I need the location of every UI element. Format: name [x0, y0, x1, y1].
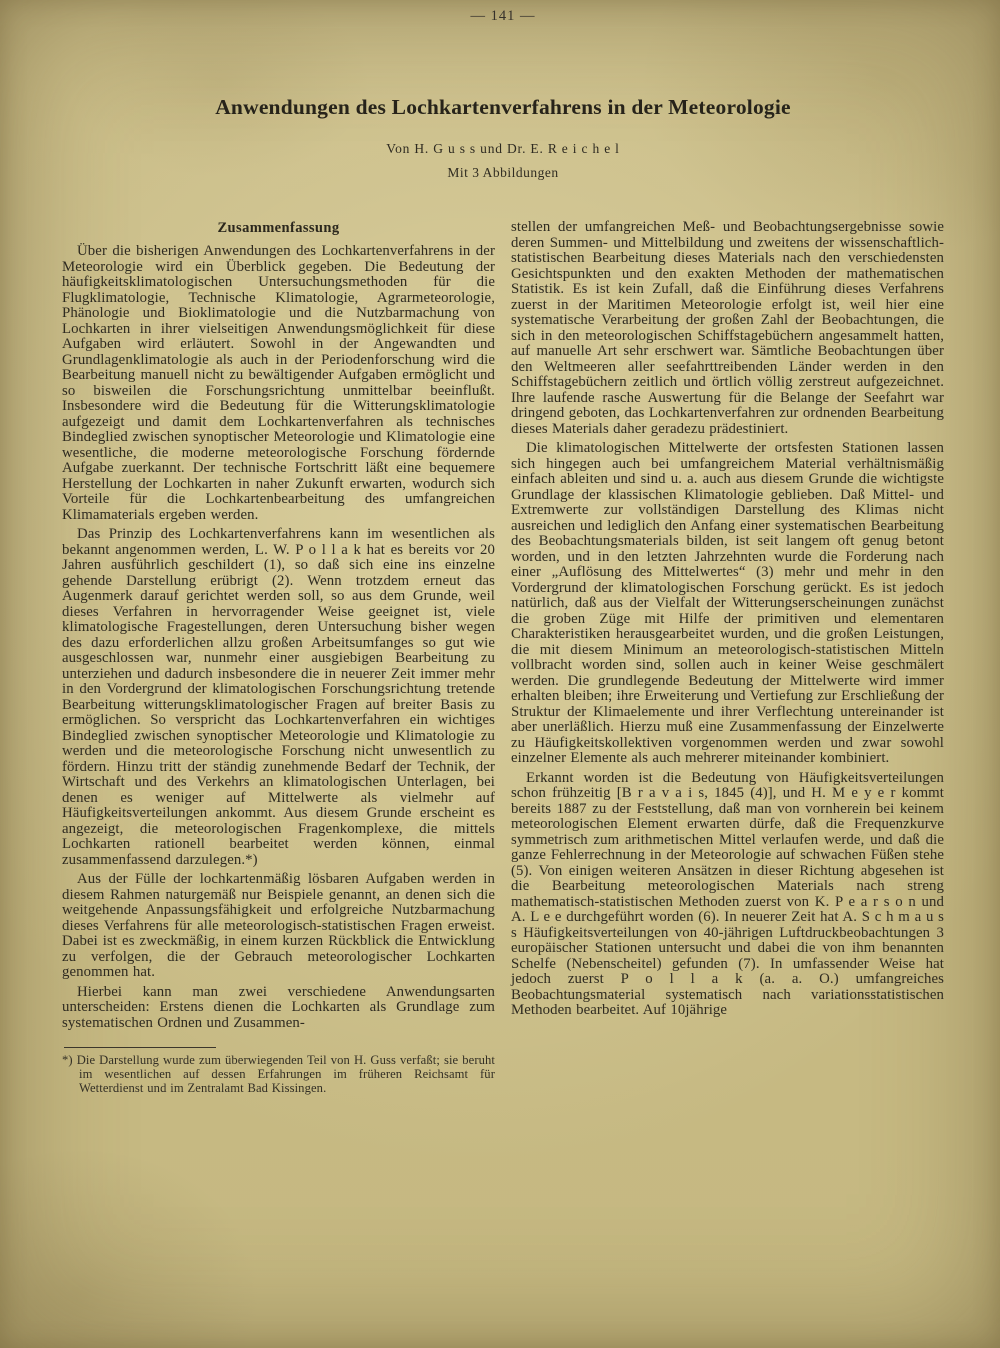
paragraph: Erkannt worden ist die Bedeutung von Häufigkeitsverteilungen schon frühzeitig [B r a v a i s, 1845 (4)], und H. M e y e r kommt bereits 1887 zu der Feststellung, daß man von vornherein bei keinem meteorologischen Element erwarten dürfe, daß die Frequenzkurve symmetrisch zum arithmetischen Mittel verlaufen werde, und daß die ganze Fehlerrechnung in der Meteorologie auf schwachen Füßen stehe (5). Von einigen weiteren Ansätzen in dieser Richtung abgesehen ist die Bearbeitung meteorologischen Materials nach streng mathematisch-statistischen Methoden zuerst von K. P e a r s o n und A. L e e durchgeführt worden (6). In neuerer Zeit hat A. S c h m a u s s Häufigkeitsverteilungen von 40-jährigen Luftdruckbeobachtungen 3 europäischer Stationen untersucht und dabei die von ihm benannten Schelfe (Nebenscheitel) gefunden (7). In umfassender Weise hat jedoch zuerst P o l l a k (a. a. O.) umfangreiches Beobachtungsmaterial systematisch nach variationsstatistischen Methoden bearbeitet. Auf 10jährige — [511, 769, 944, 1018]
article-title: Anwendungen des Lochkartenverfahrens in der Meteorologie — [215, 95, 791, 119]
section-heading-zusammenfassung: Zusammenfassung — [217, 220, 340, 236]
summary-paragraph: Über die bisherigen Anwendungen des Lochkartenverfahrens in der Meteorologie wird ein Überblick gegeben. Die Bedeutung der häufigkeitsklimatologischen Untersuchungsmethoden für die Flugklimatologie, Technische Klimatologie, Agrarmeteorologie, Phänologie und Bioklimatologie und die Nutzbarmachung von Lochkarten in ihrer vielseitigen Anwendungsmöglichkeit für diese Aufgaben wird erläutert. Sowohl in der Angewandten und Grundlagenklimatologie als auch in der Periodenforschung wird die Bearbeitung manuell nicht zu bewältigender Aufgaben ermöglicht und so bisweilen die Forschungsrichtung unmittelbar beeinflußt. Insbesondere wird die Bedeutung für die Witterungsklimatologie aufgezeigt und damit dem Lochkartenverfahren als technisches Bindeglied zwischen synoptischer Meteorologie und Klimatologie eine wesentliche, die moderne meteorologische Forschung fördernde Aufgabe zuerkannt. Der technische Fortschritt läßt eine bequemere Herstellung der Lochkarten in naher Zukunft erwarten, wodurch sich Vorteile für die Lochkartenbearbeitung des umfangreichen Klimamaterials ergeben werden. — [62, 243, 495, 523]
two-column-body — [62, 220, 944, 1096]
page-number: — 141 — — [470, 8, 536, 24]
paragraph: Das Prinzip des Lochkartenverfahrens kann im wesentlichen als bekannt angenommen werden, L. W. P o l l a k hat es bereits vor 20 Jahren ausführlich geschildert (1), so daß sich eine ins einzelne gehende Darstellung erübrigt (2). Wenn trotzdem erneut das Augenmerk darauf gerichtet werden soll, so aus dem Grunde, weil dieses Verfahren in hervorragender Weise geeignet ist, viele klimatologische Fragestellungen, deren Untersuchung bisher wegen des dazu erforderlichen allzu großen Arbeitsumfanges so gut wie ausgeschlossen war, nunmehr einer ausgiebigen Bearbeitung zu unterziehen und dadurch insbesondere die in neuerer Zeit immer mehr in den Vordergrund der klimatologischen Forschungsrichtung tretende Bearbeitung witterungsklimatologischer Fragen auf breiter Basis zu ermöglichen. So verspricht das Lochkartenverfahren ein wichtiges Bindeglied zwischen synoptischer Meteorologie und Klimatologie zu werden und die meteorologische Forschung nicht unwesentlich zu fördern. Hinzu tritt der ständig zunehmende Bedarf der Technik, der Wirtschaft und des Verkehrs an klimatologischen Unterlagen, bei denen es weniger auf Mittelwerte als vielmehr auf Häufigkeitsverteilungen ankommt. Aus diesem Grunde erscheint es angezeigt, die meteorologischen Fragenkomplexe, die mittels Lochkarten rationell bearbeitet werden können, einmal zusammenfassend darzulegen.*) — [62, 526, 495, 868]
article-byline: Von H. G u s s und Dr. E. R e i c h e l — [386, 141, 620, 156]
footnote-block — [62, 1047, 495, 1096]
paragraph: Aus der Fülle der lochkartenmäßig lösbaren Aufgaben werden in diesem Rahmen naturgemäß nur Beispiele genannt, an denen sich die weitgehende Anpassungsfähigkeit und erfolgreiche Nutzbarmachung dieses Verfahrens für alle meteorologisch-statistischen Fragen erweist. Dabei ist es zweckmäßig, in einem kurzen Rückblick die Entwicklung zu verfolgen, die der Gebrauch meteorologischer Lochkarten genommen hat. — [62, 871, 495, 980]
footnote-text: *) Die Darstellung wurde zum überwiegenden Teil von H. Guss verfaßt; sie beruht im wesentlichen auf dessen Erfahrungen im früheren Reichsamt für Wetterdienst und im Zentralamt Bad Kissingen. — [62, 1053, 495, 1095]
paragraph: Die klimatologischen Mittelwerte der ortsfesten Stationen lassen sich hingegen auch bei umfangreichem Material verhältnismäßig einfach ableiten und sind u. a. auch aus diesem Grunde die wichtigste Grundlage der klassischen Klimatologie geblieben. Daß Mittel- und Extremwerte zur vollständigen Darstellung des Klimas nicht ausreichen und lediglich den Anfang einer systematischen Bearbeitung des Beobachtungsmaterials bilden, ist seit langem oft genug betont worden, und in den letzten Jahrzehnten wurde die Forderung nach einer „Auflösung des Mittelwertes“ (3) mehr und mehr in den Vordergrund der klimatologischen Forschung gerückt. Es ist jedoch natürlich, daß aus der Vielfalt der Witterungserscheinungen zunächst die groben Züge mit Hilfe der primitiven und elementaren Charakteristiken herausgearbeitet wurden, und die großen Leistungen, die mit diesem Minimum an meteorologisch-statistischen Mitteln vollbracht worden sind, sollen auch in keiner Weise geschmälert werden. Die grundlegende Bedeutung der Mittelwerte wird immer erhalten bleiben; ihre Erweiterung und Vertiefung zur Erschließung der Struktur der Klimaelemente und ihrer Verflechtung untereinander ist aber unerläßlich. Hierzu muß eine Zusammenfassung der Einzelwerte zu Häufigkeitskollektiven vorgenommen werden und zwar sowohl einzelner Elemente als auch mehrerer miteinander kombiniert. — [511, 440, 944, 766]
right-column — [511, 220, 944, 1096]
figures-note: Mit 3 Abbildungen — [447, 165, 559, 180]
paragraph: stellen der umfangreichen Meß- und Beobachtungsergebnisse sowie deren Summen- und Mittelbildung und zweitens der wissenschaftlich-statistischen Bearbeitung dieses Materials nach den verschiedensten Gesichtspunkten und den exakten Methoden der mathematischen Statistik. Es ist kein Zufall, daß die Einführung dieses Verfahrens zuerst in der Maritimen Meteorologie erfolgt ist, weil hier eine systematische Verarbeitung der großen Zahl der Beobachtungen, die sich in den meteorologischen Schiffstagebüchern angesammelt hatten, auf manuelle Art sehr erschwert war. Sämtliche Beobachtungen über den Weltmeeren aller seefahrttreibenden Länder werden in den Schiffstagebüchern zeitlich und örtlich völlig zerstreut aufgezeichnet. Ihre laufende rasche Auswertung für die Belange der Seefahrt war dringend geboten, das Lochkartenverfahren zur ordnenden Bearbeitung dieses Materials daher geradezu prädestiniert. — [511, 219, 944, 437]
footnote-rule — [64, 1047, 216, 1048]
left-column — [62, 220, 495, 1096]
paragraph: Hierbei kann man zwei verschiedene Anwendungsarten unterscheiden: Erstens dienen die Lochkarten als Grundlage zum systematischen Ordnen und Zusammen- — [62, 983, 495, 1031]
